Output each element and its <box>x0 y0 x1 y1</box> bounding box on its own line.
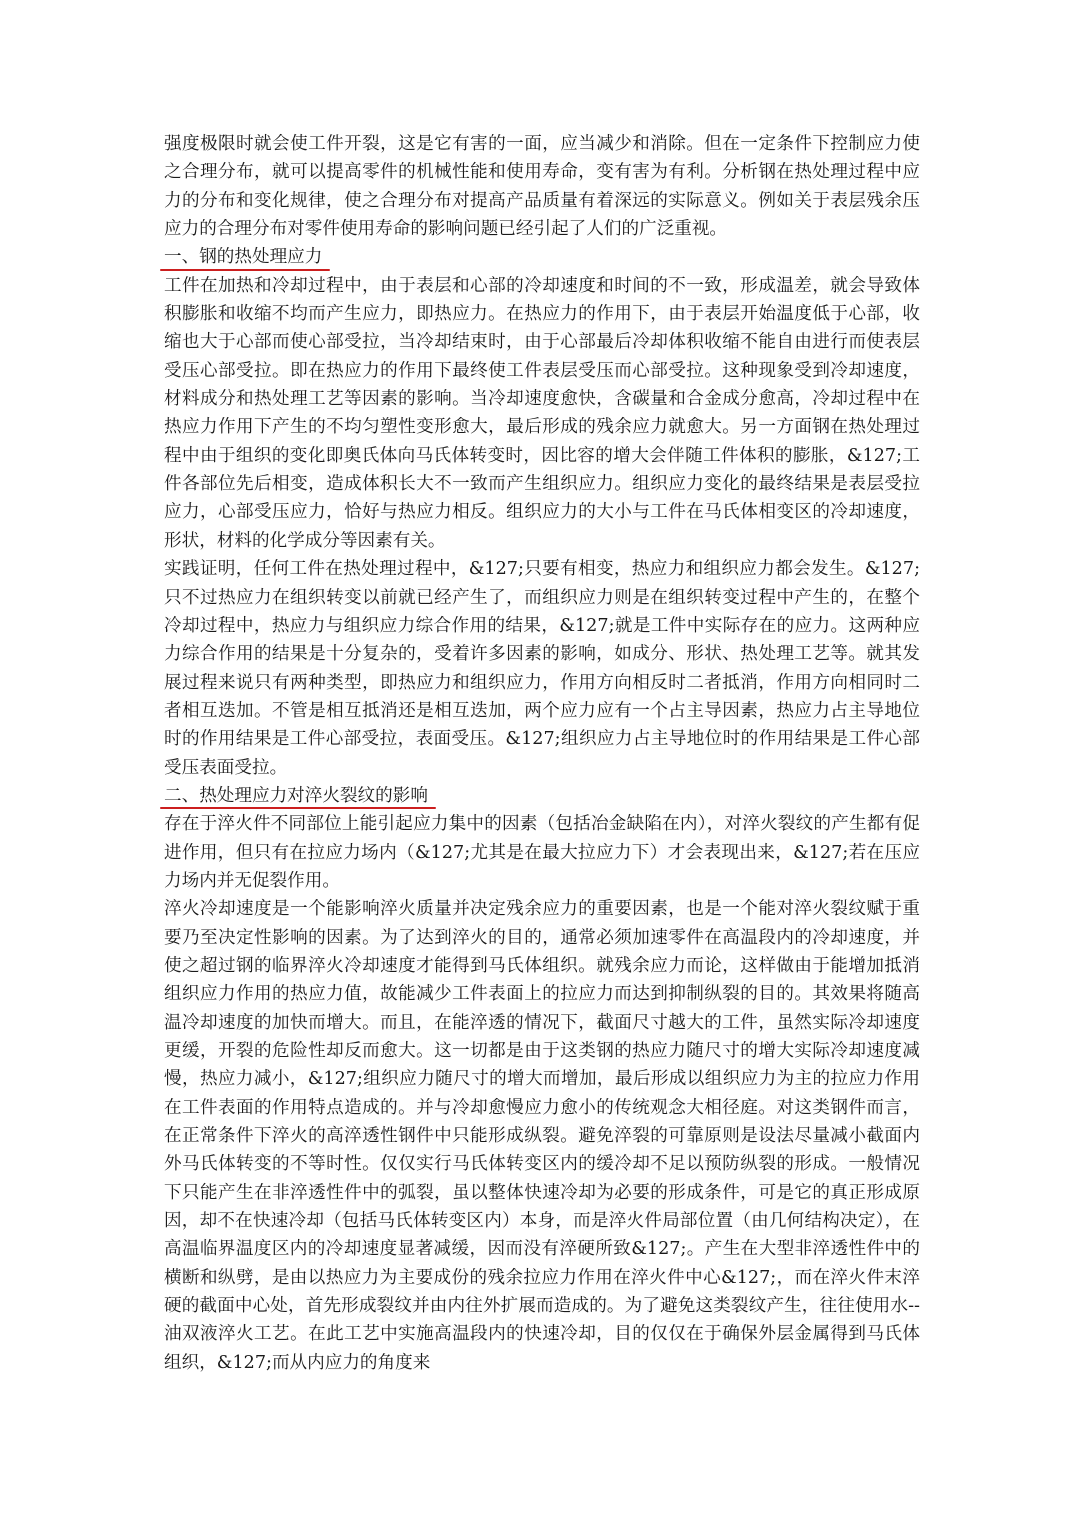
paragraph: 淬火冷却速度是一个能影响淬火质量并决定残余应力的重要因素，也是一个能对淬火裂纹赋于重要乃至决定性影响的因素。为了达到淬火的目的，通常必须加速零件在高温段内的冷却速度，并使之超过钢的临界淬火冷却速度才能得到马氏体组织。就残余应力而论，这样做由于能增加抵消组织应力作用的热应力值，故能减少工件表面上的拉应力而达到抑制纵裂的目的。其效果将随高温冷却速度的加快而增大。而且，在能淬透的情况下，截面尺寸越大的工件，虽然实际冷却速度更缓，开裂的危险性却反而愈大。这一切都是由于这类钢的热应力随尺寸的增大实际冷却速度减慢，热应力减小，&127;组织应力随尺寸的增大而增加，最后形成以组织应力为主的拉应力作用在工件表面的作用特点造成的。并与冷却愈慢应力愈小的传统观念大相径庭。对这类钢件而言，在正常条件下淬火的高淬透性钢件中只能形成纵裂。避免淬裂的可靠原则是设法尽量减小截面内外马氏体转变的不等时性。仅仅实行马氏体转变区内的缓冷却不足以预防纵裂的形成。一般情况下只能产生在非淬透性件中的弧裂，虽以整体快速冷却为必要的形成条件，可是它的真正形成原因，却不在快速冷却（包括马氏体转变区内）本身，而是淬火件局部位置（由几何结构决定），在高温临界温度区内的冷却速度显著减缓，因而没有淬硬所致&127;。产生在大型非淬透性件中的横断和纵劈，是由以热应力为主要成份的残余拉应力作用在淬火件中心&127;，而在淬火件末淬硬的截面中心处，首先形成裂纹并由内往外扩展而造成的。为了避免这类裂纹产生，往往使用水--油双液淬火工艺。在此工艺中实施高温段内的快速冷却，目的仅仅在于确保外层金属得到马氏体组织，&127;而从内应力的角度来 <box>164 899 920 1373</box>
section-heading: 二、热处理应力对淬火裂纹的影响 <box>164 782 430 810</box>
paragraph: 强度极限时就会使工件开裂，这是它有害的一面，应当减少和消除。但在一定条件下控制应力使之合理分布，就可以提高零件的机械性能和使用寿命，变有害为有利。分析钢在热处理过程中应力的分布和变化规律，使之合理分布对提高产品质量有着深远的实际意义。例如关于表层残余压应力的合理分布对零件使用寿命的影响问题已经引起了人们的广泛重视。 <box>164 134 920 240</box>
section-heading-row <box>164 243 920 271</box>
section-heading: 一、钢的热处理应力 <box>164 243 324 271</box>
paragraph: 工件在加热和冷却过程中，由于表层和心部的冷却速度和时间的不一致，形成温差，就会导致体积膨胀和收缩不均而产生应力，即热应力。在热应力的作用下，由于表层开始温度低于心部，收缩也大于心部而使心部受拉，当冷却结束时，由于心部最后冷却体积收缩不能自由进行而使表层受压心部受拉。即在热应力的作用下最终使工件表层受压而心部受拉。这种现象受到冷却速度，材料成分和热处理工艺等因素的影响。当冷却速度愈快，含碳量和合金成分愈高，冷却过程中在热应力作用下产生的不均匀塑性变形愈大，最后形成的残余应力就愈大。另一方面钢在热处理过程中由于组织的变化即奥氏体向马氏体转变时，因比容的增大会伴随工件体积的膨胀，&127;工件各部位先后相变，造成体积长大不一致而产生组织应力。组织应力变化的最终结果是表层受拉应力，心部受压应力，恰好与热应力相反。组织应力的大小与工件在马氏体相变区的冷却速度，形状，材料的化学成分等因素有关。 <box>164 275 920 551</box>
section-heading-row <box>164 782 920 810</box>
paragraph: 存在于淬火件不同部位上能引起应力集中的因素（包括冶金缺陷在内），对淬火裂纹的产生都有促进作用，但只有在拉应力场内（&127;尤其是在最大拉应力下）才会表现出来，&127;若在压应力场内并无促裂作用。 <box>164 814 920 891</box>
paragraph: 实践证明，任何工件在热处理过程中，&127;只要有相变，热应力和组织应力都会发生。&127;只不过热应力在组织转变以前就已经产生了，而组织应力则是在组织转变过程中产生的，在整个冷却过程中，热应力与组织应力综合作用的结果，&127;就是工件中实际存在的应力。这两种应力综合作用的结果是十分复杂的，受着许多因素的影响，如成分、形状、热处理工艺等。就其发展过程来说只有两种类型，即热应力和组织应力，作用方向相反时二者抵消，作用方向相同时二者相互迭加。不管是相互抵消还是相互迭加，两个应力应有一个占主导因素，热应力占主导地位时的作用结果是工件心部受拉，表面受压。&127;组织应力占主导地位时的作用结果是工件心部受压表面受拉。 <box>164 559 920 778</box>
article-body <box>164 130 920 1377</box>
